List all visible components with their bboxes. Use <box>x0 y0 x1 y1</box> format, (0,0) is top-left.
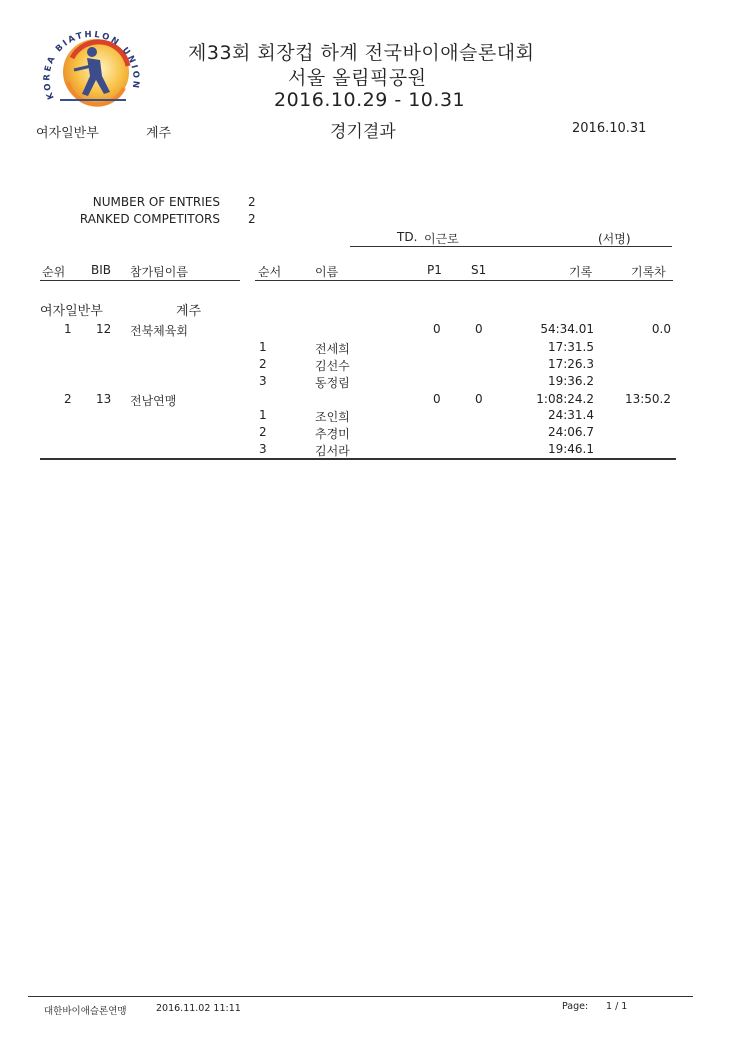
document-date: 2016.10.31 <box>572 121 647 136</box>
team-rank: 2 <box>64 392 72 406</box>
member-order: 2 <box>259 357 267 371</box>
member-name: 추경미 <box>315 427 350 441</box>
col-p1: P1 <box>427 263 442 277</box>
member-name: 전세희 <box>315 342 350 356</box>
member-time: 24:06.7 <box>547 425 594 439</box>
team-bib: 12 <box>96 322 112 336</box>
col-diff: 기록차 <box>631 265 666 279</box>
member-order: 3 <box>259 374 267 388</box>
footer-organization: 대한바이애슬론연맹 <box>44 1006 127 1017</box>
entries-label: NUMBER OF ENTRIES <box>92 195 220 209</box>
header-event: 계주 <box>146 126 172 141</box>
team-bib: 13 <box>96 392 112 406</box>
ranked-value: 2 <box>248 212 256 226</box>
member-time: 17:26.3 <box>547 357 594 371</box>
col-name: 이름 <box>315 265 339 279</box>
competition-dates: 2016.10.29 - 10.31 <box>274 89 466 111</box>
member-time: 24:31.4 <box>547 408 594 422</box>
federation-logo <box>40 24 144 114</box>
entries-value: 2 <box>248 195 256 209</box>
signature-label: (서명) <box>598 232 631 246</box>
footer-page-label: Page: <box>562 1001 589 1012</box>
logo-arc-text: KOREA BIATHLON UNION <box>42 29 141 101</box>
member-name: 김선수 <box>315 359 350 373</box>
header-category: 여자일반부 <box>36 126 99 141</box>
section-category: 여자일반부 <box>40 304 103 319</box>
footer-rule <box>28 996 693 997</box>
ranked-label: RANKED COMPETITORS <box>79 212 220 226</box>
member-name: 김서라 <box>315 444 350 458</box>
table-bottom-rule <box>40 458 676 460</box>
member-name: 조인희 <box>315 410 350 424</box>
team-name: 전남연맹 <box>130 394 177 408</box>
member-time: 19:36.2 <box>547 374 594 388</box>
member-name: 동정림 <box>315 376 350 390</box>
td-label: TD. <box>397 230 418 244</box>
footer-page-number: 1 / 1 <box>606 1001 628 1012</box>
team-rank: 1 <box>64 322 72 336</box>
member-order: 2 <box>259 425 267 439</box>
member-time: 19:46.1 <box>547 442 594 456</box>
team-diff: 0.0 <box>651 322 671 336</box>
member-time: 17:31.5 <box>547 340 594 354</box>
col-bib: BIB <box>91 263 112 277</box>
team-time: 1:08:24.2 <box>536 392 594 406</box>
team-p1: 0 <box>433 392 441 406</box>
footer-printed-time: 2016.11.02 11:11 <box>156 1003 241 1014</box>
document-title: 경기결과 <box>330 122 396 142</box>
member-order: 3 <box>259 442 267 456</box>
header-rule-left <box>40 280 240 281</box>
team-name: 전북체육회 <box>130 324 188 338</box>
header-rule-right <box>255 280 673 281</box>
venue: 서울 올림픽공원 <box>288 67 427 89</box>
member-order: 1 <box>259 408 267 422</box>
section-event: 계주 <box>176 304 202 319</box>
col-order: 순서 <box>258 265 282 279</box>
team-s1: 0 <box>475 392 483 406</box>
team-s1: 0 <box>475 322 483 336</box>
member-order: 1 <box>259 340 267 354</box>
td-name: 이근로 <box>424 232 459 246</box>
team-diff: 13:50.2 <box>624 392 671 406</box>
team-time: 54:34.01 <box>540 322 594 336</box>
competition-title: 제33회 회장컵 하계 전국바이애슬론대회 <box>188 42 535 64</box>
col-team: 참가팀이름 <box>130 265 188 279</box>
team-p1: 0 <box>433 322 441 336</box>
col-s1: S1 <box>471 263 487 277</box>
signoff-rule <box>350 246 672 247</box>
col-time: 기록 <box>569 265 593 279</box>
col-rank: 순위 <box>42 265 66 279</box>
